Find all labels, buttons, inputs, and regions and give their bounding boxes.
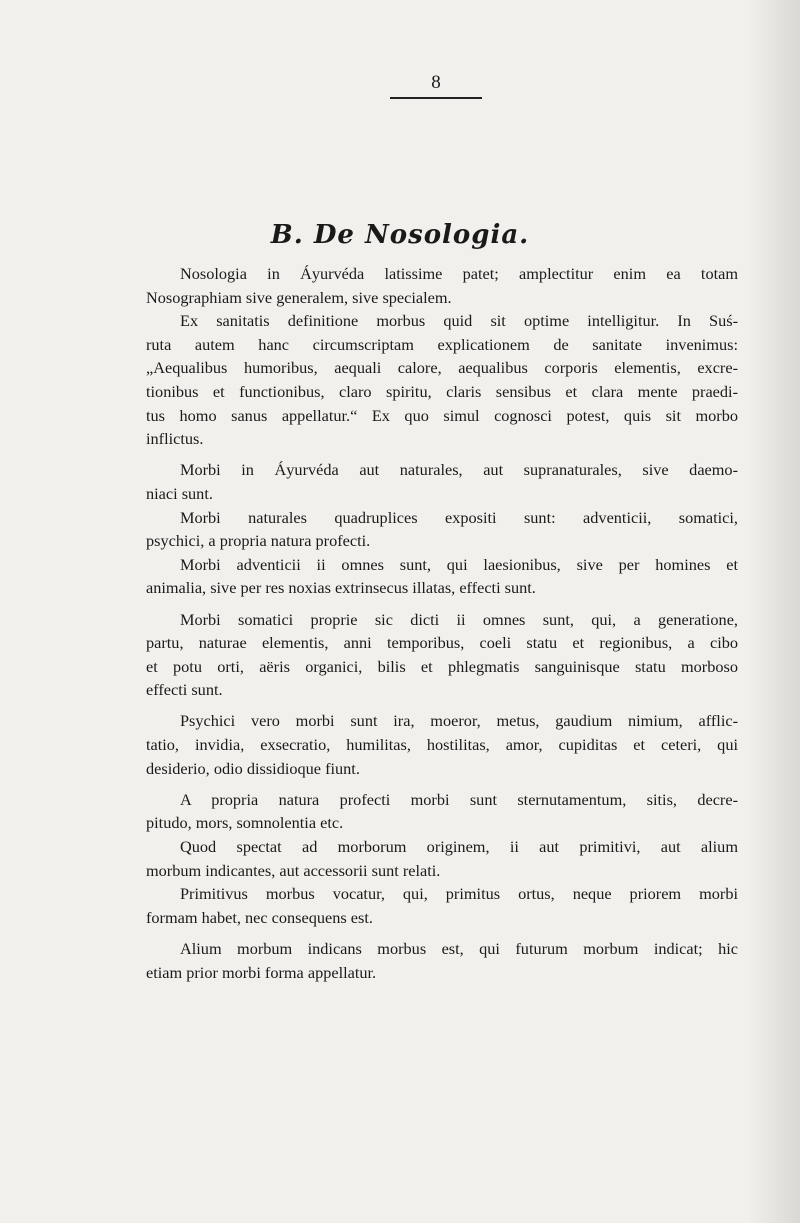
text-line: Primitivus morbus vocatur, qui, primitus ortus, neque priorem morbi (180, 884, 738, 904)
paragraph-gap (146, 451, 738, 459)
paragraph-gap (146, 929, 738, 937)
text-line: tatio, invidia, exsecratio, humilitas, hostilitas, amor, cupiditas et ceteri, qui (146, 735, 738, 755)
text-line: tus homo sanus appellatur.“ Ex quo simul cognosci potest, quis sit morbo (146, 405, 738, 425)
text-line: Morbi in Áyurvéda aut naturales, aut supranaturales, sive daemo- (180, 460, 738, 480)
section-heading: B. De Nosologia. (270, 220, 530, 250)
text-line: Nosographiam sive generalem, sive specialem. (146, 287, 452, 307)
paragraph-gap (146, 600, 738, 608)
page-edge-shadow (748, 0, 800, 1223)
text-line: pitudo, mors, somnolentia etc. (146, 813, 344, 833)
text-line: Nosologia in Áyurvéda latissime patet; amplectitur enim ea totam (180, 264, 738, 283)
paragraph-gap (146, 780, 738, 788)
text-line: et potu orti, aëris organici, bilis et phlegmatis sanguinisque statu morboso (146, 656, 738, 676)
page-number-rule (390, 97, 482, 99)
text-line: animalia, sive per res noxias extrinsecus illatas, effecti sunt. (146, 578, 536, 598)
text-line: A propria natura profecti morbi sunt sternutamentum, sitis, decre- (180, 789, 738, 809)
text-line: ruta autem hanc circumscriptam explicationem de sanitate invenimus: (146, 334, 738, 354)
text-line: etiam prior morbi forma appellatur. (146, 962, 377, 982)
text-line: Morbi naturales quadruplices expositi sunt: adventicii, somatici, (180, 507, 738, 527)
text-line: Ex sanitatis definitione morbus quid sit optime intelligitur. In Suś- (180, 311, 738, 331)
text-line: formam habet, nec consequens est. (146, 907, 373, 927)
text-line: psychici, a propria natura profecti. (146, 531, 371, 551)
page-number: 8 (431, 72, 441, 93)
text-line: „Aequalibus humoribus, aequali calore, aequalibus corporis elementis, excre- (146, 358, 738, 378)
text-line: effecti sunt. (146, 680, 223, 700)
text-line: inflictus. (146, 429, 204, 449)
text-line: Morbi somatici proprie sic dicti ii omnes sunt, qui, a generatione, (180, 609, 738, 629)
body-text (146, 262, 738, 984)
text-line: Morbi adventicii ii omnes sunt, qui laesionibus, sive per homines et (180, 554, 738, 574)
text-line: niaci sunt. (146, 483, 213, 503)
text-line: Psychici vero morbi sunt ira, moeror, metus, gaudium nimium, afflic- (180, 711, 738, 731)
text-line: Alium morbum indicans morbus est, qui futurum morbum indicat; hic (180, 939, 738, 958)
text-line: desiderio, odio dissidioque fiunt. (146, 758, 360, 778)
paragraph-gap (146, 702, 738, 710)
text-line: tionibus et functionibus, claro spiritu, claris sensibus et clara mente praedi- (146, 381, 738, 401)
text-line: partu, naturae elementis, anni temporibus, coeli statu et regionibus, a cibo (146, 633, 738, 653)
text-line: Quod spectat ad morborum originem, ii aut primitivi, aut alium (180, 837, 738, 857)
text-line: morbum indicantes, aut accessorii sunt relati. (146, 860, 441, 880)
